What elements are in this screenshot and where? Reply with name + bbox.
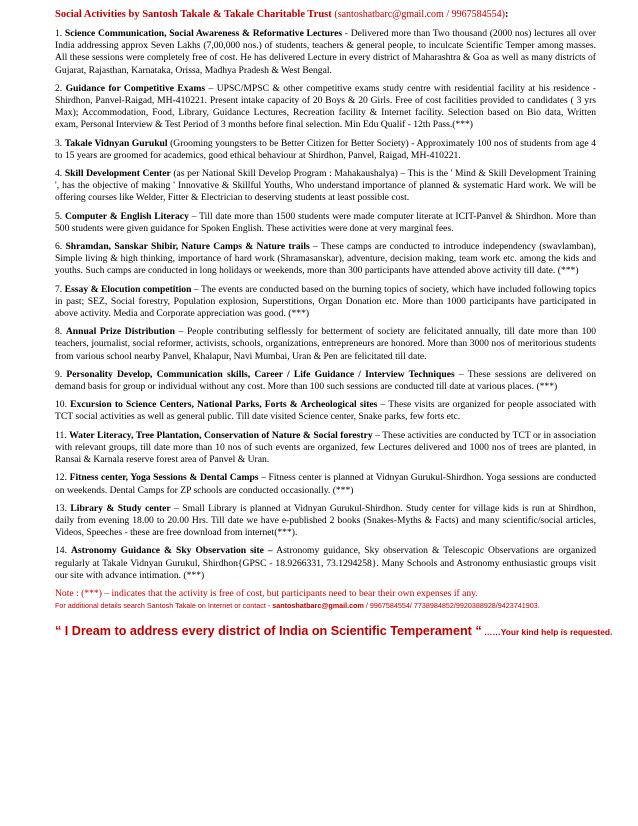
activity-number: 3.: [55, 137, 63, 149]
activity-description: – These activities are conducted by TCT or in association with relevant groups, till date more than 10 nos of such events are organized, few Lectures delivered and 1000 nos of trees are planted, in Ransai & Karnala reserve forest area of Panvel & Uran.: [55, 429, 597, 466]
activity-item: [55, 545, 596, 582]
contact-details: [55, 600, 596, 611]
activity-item: [55, 399, 596, 423]
activity-number: 5.: [55, 210, 63, 222]
activity-number: 6.: [55, 241, 63, 253]
activity-heading: Science Communication, Social Awareness & Reformative Lectures: [64, 28, 343, 39]
title-text: Social Activities by Santosh Takale & Takale Charitable Trust: [55, 9, 332, 20]
activity-description: - Delivered more than Two thousand (2000 nos) lectures all over India addressing approx Seven Lakhs (7,00,000 nos.) of students, teachers & general people, to inculcate Scientific Temper among masses. All these sessions were completely free of cost. He has delivered Lecture in every district of Maharashtra & Goa as well as many districts of Gujarat, Rajasthan, Karnataka, Orissa, Madhya Pradesh & West Bengal.: [55, 28, 596, 76]
activity-heading: Essay & Elocution competition: [64, 283, 192, 295]
activity-number: 4.: [55, 168, 63, 180]
dream-quote: [55, 623, 613, 640]
activity-heading: Shramdan, Sanskar Shibir, Nature Camps & Nature trails: [65, 241, 310, 253]
activity-description: – Till date more than 1500 students were made computer literate at ICIT-Panvel & Shirdhon. More than 500 students were given guidance for Spoken English. These activities were done at very marginal fees.: [55, 210, 596, 234]
activity-heading: Excursion to Science Centers, National Parks, Forts & Archeological sites: [70, 399, 378, 411]
document-title: [55, 8, 596, 22]
activity-description: (as per National Skill Develop Program : Mahakaushalya) – This is the ' Mind & Skill Development Training ', has the objective of making ' Innovative & Skillful Youths, Who understand importance of planned & systematic Hard work. We will be offering courses like Welder, Fitter & Electrician to deserving students at least possible cost.: [55, 168, 596, 204]
contact-prefix: For additional details search Santosh Takale on Internet or contact -: [55, 601, 273, 611]
activity-number: 7.: [55, 283, 63, 295]
activity-heading: Takale Vidnyan Gurukul: [64, 137, 168, 149]
activity-heading: Fitness center, Yoga Sessions & Dental Camps: [69, 472, 259, 484]
activity-heading: Annual Prize Distribution: [65, 326, 175, 338]
contact-email[interactable]: santoshatbarc@gmail.com: [272, 601, 364, 611]
activity-description: – Small Library is planned at Vidnyan Gurukul-Shirdhon. Study center for village kids is run at Shirdhon, daily from evening 18.00 to 20.00 Hrs. Till date we have e-published 2 books (Snakes-Myths & Facts) and many scientific/social articles, Videos, Speeches - these are free download from internet(***).: [55, 502, 596, 539]
activity-heading: Skill Development Center: [64, 168, 171, 180]
activity-heading: Guidance for Competitive Exams: [65, 82, 206, 94]
help-request: ……Your kind help is requested.: [481, 627, 613, 638]
activity-item: [55, 369, 596, 393]
activity-number: 11.: [55, 429, 67, 441]
activity-description: – These sessions are delivered on demand basis for group or individual without any cost. More than 100 such sessions are conducted till date at various places. (***): [55, 368, 596, 393]
activity-number: 9.: [55, 368, 63, 380]
activity-item: [55, 503, 596, 540]
activity-number: 12.: [55, 472, 67, 484]
title-contact: (santoshatbarc@gmail.com / 9967584554): [334, 9, 505, 20]
activity-item: [55, 83, 596, 132]
activity-item: [55, 326, 596, 363]
activity-description: – These camps are conducted to introduce independency (swavlamban), Simple living & high thinking, importance of hard work (Shramasanskar), adventure, decision making, team work etc. among the kids and youths. Such camps are conducted in long holidays or weekends, more than 300 participants have attended above activity till date. (***): [55, 241, 596, 277]
activity-description: – Fitness center is planned at Vidnyan Gurukul-Shirdhon. Yoga sessions are conducted on weekends. Dental Camps for ZP schools are conducted occasionally. (***): [55, 472, 596, 496]
activity-item: [55, 472, 596, 496]
activity-list: [55, 28, 596, 582]
activity-number: 2.: [55, 82, 63, 94]
activity-item: [55, 28, 596, 77]
activity-description: – UPSC/MPSC & other competitive exams study centre with residential facility at his residence - Shirdhon, Panvel-Raigad, MH-410221. Present intake capacity of 20 Boys & 20 Girls. Free of cost facilities provided to candidates ( 3 yrs Max); Accommodation, Food, Library, Guidance Lectures, Recreation facility & Internet facility. Selection based on Bio data, Written exam, Personal Interview & Test Period of 3 months before final selection. Min Edu Qualif - 12th Pass.(***): [55, 82, 597, 131]
activity-item: [55, 284, 596, 321]
activity-number: 1.: [55, 28, 63, 39]
quote-text: “ I Dream to address every district of India on Scientific Temperament “: [55, 624, 482, 639]
activity-item: [55, 138, 596, 162]
activity-item: [55, 211, 596, 235]
title-colon: :: [504, 9, 509, 20]
activity-description: (Grooming youngsters to be Better Citizen for Better Society) - Approximately 100 nos of students from age 4 to 15 years are groomed for academics, good ethical behaviour at Shirdhon, Panvel, Raigad, MH-410221.: [55, 137, 597, 161]
activity-description: Astronomy guidance, Sky observation & Telescopic Observations are organized regularly at Takale Vidnyan Gurukul, Shirdhon{GPSC - 18.9266331, 73.1294258}. Many Schools and Astronomy enthusiastic groups visit our site with advance intimation. (***): [55, 545, 596, 581]
activity-number: 13.: [55, 502, 67, 514]
activity-heading: Library & Study center: [70, 502, 171, 514]
activity-item: [55, 430, 596, 467]
activity-description: – The events are conducted based on the burning topics of society, which have included following topics in past; SEZ, Social forestry, Population explosion, Superstitions, Organ Donation etc. More than 1000 participants have participated in above activity. Media and Corporate appreciation was good. (***): [55, 283, 597, 320]
activity-heading: Computer & English Literacy: [65, 210, 189, 222]
activity-number: 10.: [55, 399, 67, 411]
free-of-cost-note: Note : (***) – indicates that the activity is free of cost, but participants need to bear their own expenses if any.: [55, 587, 478, 599]
activity-item: [55, 168, 596, 205]
activity-heading: Water Literacy, Tree Plantation, Conservation of Nature & Social forestry: [69, 429, 373, 441]
activity-description: – These visits are organized for people associated with TCT social activities as well as general public. Till date visited Science center, Snake parks, few forts etc.: [55, 399, 596, 423]
activity-description: – People contributing selflessly for betterment of society are felicitated annually, till date more than 100 teachers, journalist, social reformer, activists, schools, organizations, entrepreneurs are honored. More than 3000 nos of meritorious students from various school nearby Panvel, Khalapur, Navi Mumbai, Uran & Pen are felicitated till date.: [55, 326, 596, 362]
contact-phones: / 9967584554/ 7738984852/9920388928/9423741903.: [363, 601, 540, 611]
activity-number: 14.: [55, 545, 67, 557]
activity-heading: Personality Develop, Communication skills, Career / Life Guidance / Interview Techniques: [66, 368, 455, 380]
activity-heading: Astronomy Guidance & Sky Observation site –: [70, 545, 273, 557]
activity-item: [55, 241, 596, 278]
activity-number: 8.: [55, 326, 63, 338]
